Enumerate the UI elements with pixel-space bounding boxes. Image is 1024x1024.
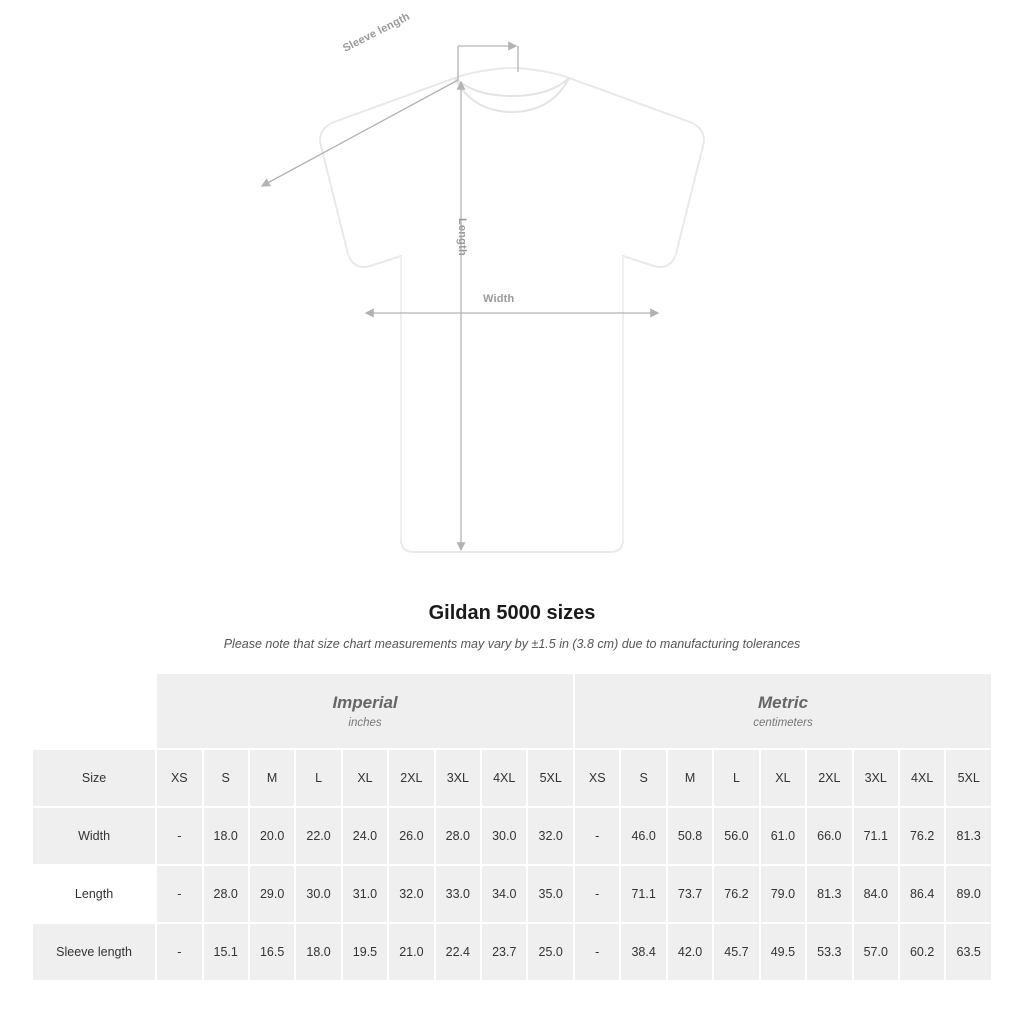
cell-sleeve-metric-l: 45.7	[713, 923, 759, 981]
cell-length-imperial-m: 29.0	[249, 865, 295, 923]
cell-width-imperial-s: 18.0	[203, 807, 249, 865]
cell-sleeve-imperial-xs: -	[156, 923, 202, 981]
size-header-imperial-l: L	[295, 749, 341, 807]
cell-length-imperial-3xl: 33.0	[435, 865, 481, 923]
title-block	[0, 602, 1024, 651]
size-header-metric-5xl: 5XL	[945, 749, 992, 807]
cell-sleeve-imperial-3xl: 22.4	[435, 923, 481, 981]
cell-sleeve-metric-3xl: 57.0	[853, 923, 899, 981]
cell-width-imperial-l: 22.0	[295, 807, 341, 865]
row-label-width: Width	[32, 807, 156, 865]
system-unit-imperial: inches	[348, 716, 382, 729]
system-unit-metric: centimeters	[753, 716, 813, 729]
cell-width-metric-xs: -	[574, 807, 620, 865]
cell-length-imperial-xl: 31.0	[342, 865, 388, 923]
size-header-imperial-4xl: 4XL	[481, 749, 527, 807]
system-header-row	[32, 673, 992, 749]
size-header-metric-4xl: 4XL	[899, 749, 945, 807]
cell-width-metric-m: 50.8	[667, 807, 713, 865]
system-name-metric: Metric	[757, 693, 809, 713]
system-name-imperial: Imperial	[332, 693, 398, 713]
size-header-imperial-5xl: 5XL	[527, 749, 574, 807]
cell-length-imperial-2xl: 32.0	[388, 865, 434, 923]
cell-width-imperial-4xl: 30.0	[481, 807, 527, 865]
cell-length-metric-5xl: 89.0	[945, 865, 992, 923]
size-header-metric-m: M	[667, 749, 713, 807]
length-label: Length	[456, 218, 468, 256]
width-label: Width	[483, 293, 515, 305]
cell-sleeve-metric-xl: 49.5	[760, 923, 806, 981]
row-label-length: Length	[32, 865, 156, 923]
cell-length-imperial-s: 28.0	[203, 865, 249, 923]
cell-length-metric-l: 76.2	[713, 865, 759, 923]
cell-length-metric-2xl: 81.3	[806, 865, 852, 923]
size-chart-table	[32, 673, 992, 981]
cell-width-imperial-xl: 24.0	[342, 807, 388, 865]
cell-sleeve-metric-m: 42.0	[667, 923, 713, 981]
cell-width-imperial-3xl: 28.0	[435, 807, 481, 865]
cell-length-metric-s: 71.1	[620, 865, 666, 923]
tolerance-note: Please note that size chart measurements may vary by ±1.5 in (3.8 cm) due to manufacturing tolerances	[223, 637, 801, 651]
system-header-imperial	[156, 673, 574, 749]
cell-sleeve-metric-s: 38.4	[620, 923, 666, 981]
cell-width-imperial-m: 20.0	[249, 807, 295, 865]
table-row	[32, 865, 992, 923]
cell-length-metric-m: 73.7	[667, 865, 713, 923]
size-header-imperial-3xl: 3XL	[435, 749, 481, 807]
size-header-imperial-m: M	[249, 749, 295, 807]
tshirt-shape	[320, 68, 704, 552]
size-header-metric-xl: XL	[760, 749, 806, 807]
cell-length-metric-3xl: 84.0	[853, 865, 899, 923]
cell-length-metric-4xl: 86.4	[899, 865, 945, 923]
table-row	[32, 923, 992, 981]
size-column-header: Size	[32, 749, 156, 807]
size-header-imperial-2xl: 2XL	[388, 749, 434, 807]
cell-length-imperial-5xl: 35.0	[527, 865, 574, 923]
table-corner-cell	[32, 673, 156, 749]
cell-width-metric-5xl: 81.3	[945, 807, 992, 865]
page-title: Gildan 5000 sizes	[428, 602, 596, 624]
cell-width-imperial-xs: -	[156, 807, 202, 865]
cell-sleeve-metric-2xl: 53.3	[806, 923, 852, 981]
cell-width-metric-3xl: 71.1	[853, 807, 899, 865]
cell-width-metric-2xl: 66.0	[806, 807, 852, 865]
sleeve-length-label: Sleeve length	[341, 10, 412, 55]
size-header-metric-xs: XS	[574, 749, 620, 807]
size-header-row	[32, 749, 992, 807]
cell-length-metric-xs: -	[574, 865, 620, 923]
size-chart-table-wrap	[32, 673, 992, 981]
size-header-imperial-xl: XL	[342, 749, 388, 807]
size-header-metric-s: S	[620, 749, 666, 807]
size-header-metric-2xl: 2XL	[806, 749, 852, 807]
cell-length-imperial-4xl: 34.0	[481, 865, 527, 923]
cell-sleeve-imperial-xl: 19.5	[342, 923, 388, 981]
system-header-metric	[574, 673, 992, 749]
cell-sleeve-metric-4xl: 60.2	[899, 923, 945, 981]
cell-length-metric-xl: 79.0	[760, 865, 806, 923]
cell-length-imperial-l: 30.0	[295, 865, 341, 923]
size-header-metric-3xl: 3XL	[853, 749, 899, 807]
cell-sleeve-imperial-s: 15.1	[203, 923, 249, 981]
cell-width-metric-s: 46.0	[620, 807, 666, 865]
row-label-sleeve-length: Sleeve length	[32, 923, 156, 981]
cell-sleeve-metric-xs: -	[574, 923, 620, 981]
cell-width-imperial-2xl: 26.0	[388, 807, 434, 865]
cell-sleeve-imperial-2xl: 21.0	[388, 923, 434, 981]
cell-width-metric-xl: 61.0	[760, 807, 806, 865]
cell-sleeve-imperial-l: 18.0	[295, 923, 341, 981]
cell-sleeve-imperial-5xl: 25.0	[527, 923, 574, 981]
size-header-imperial-s: S	[203, 749, 249, 807]
table-row	[32, 807, 992, 865]
cell-width-metric-l: 56.0	[713, 807, 759, 865]
cell-sleeve-metric-5xl: 63.5	[945, 923, 992, 981]
cell-length-imperial-xs: -	[156, 865, 202, 923]
cell-sleeve-imperial-m: 16.5	[249, 923, 295, 981]
size-header-metric-l: L	[713, 749, 759, 807]
cell-width-imperial-5xl: 32.0	[527, 807, 574, 865]
cell-width-metric-4xl: 76.2	[899, 807, 945, 865]
size-header-imperial-xs: XS	[156, 749, 202, 807]
cell-sleeve-imperial-4xl: 23.7	[481, 923, 527, 981]
